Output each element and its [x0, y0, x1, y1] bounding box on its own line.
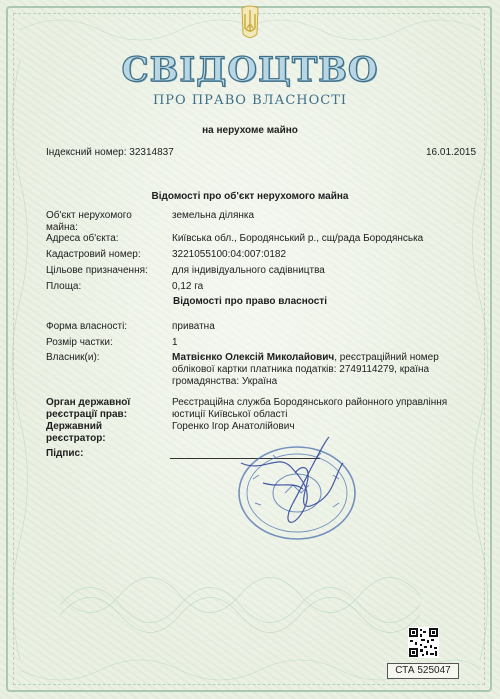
official-stamp: [233, 433, 361, 543]
area-value: 0,12 га: [172, 281, 204, 292]
cadastral-value: 3221055100:04:007:0182: [172, 249, 287, 260]
share-value: 1: [172, 337, 178, 348]
qr-code-icon: [408, 627, 439, 658]
owner-block: [172, 352, 452, 388]
object-section-heading: Відомості про об'єкт нерухомого майна: [151, 191, 349, 202]
authority-label: Орган державної реєстрації прав:: [46, 397, 131, 420]
owner-details: , реєстраційний номер облікової картки платника податків: 2749114279, країна громадянства: Україна: [172, 352, 439, 387]
ownership-section-heading: Відомості про право власності: [173, 296, 327, 307]
cadastral-label: Кадастровий номер:: [46, 249, 141, 260]
index-number: Індексний номер: 32314837: [46, 147, 174, 158]
ownership-form-value: приватна: [172, 321, 215, 332]
owner-name: Матвієнко Олексій Миколайович: [172, 352, 335, 363]
purpose-label: Цільове призначення:: [46, 265, 148, 276]
registrar-value: Горенко Ігор Анатолійович: [172, 421, 295, 432]
ownership-form-label: Форма власності:: [46, 321, 128, 332]
purpose-value: для індивідуального садівництва: [172, 265, 325, 276]
address-value: Київська обл., Бородянський р., сщ/рада Бородянська: [172, 233, 424, 244]
owner-label: Власник(и):: [46, 352, 100, 363]
issue-date: 16.01.2015: [426, 147, 477, 158]
area-label: Площа:: [46, 281, 82, 292]
certificate-subtitle: ПРО ПРАВО ВЛАСНОСТІ: [152, 93, 348, 108]
object-type-value: земельна ділянка: [172, 210, 255, 221]
coat-of-arms-icon: [240, 4, 260, 42]
guilloche-pattern: [60, 560, 440, 650]
certificate-title: СВІДОЦТВО: [121, 50, 379, 90]
share-label: Розмір частки:: [46, 337, 113, 348]
signature-label: Підпис:: [46, 448, 84, 459]
serial-number: СТА 525047: [387, 663, 459, 679]
subject-line: на нерухоме майно: [202, 125, 298, 136]
address-label: Адреса об'єкта:: [46, 233, 119, 244]
registrar-label: Державний реєстратор:: [46, 421, 106, 444]
object-type-label: Об'єкт нерухомого майна:: [46, 210, 132, 233]
authority-value: Реєстраційна служба Бородянського районного управління юстиції Київської області: [172, 397, 448, 420]
